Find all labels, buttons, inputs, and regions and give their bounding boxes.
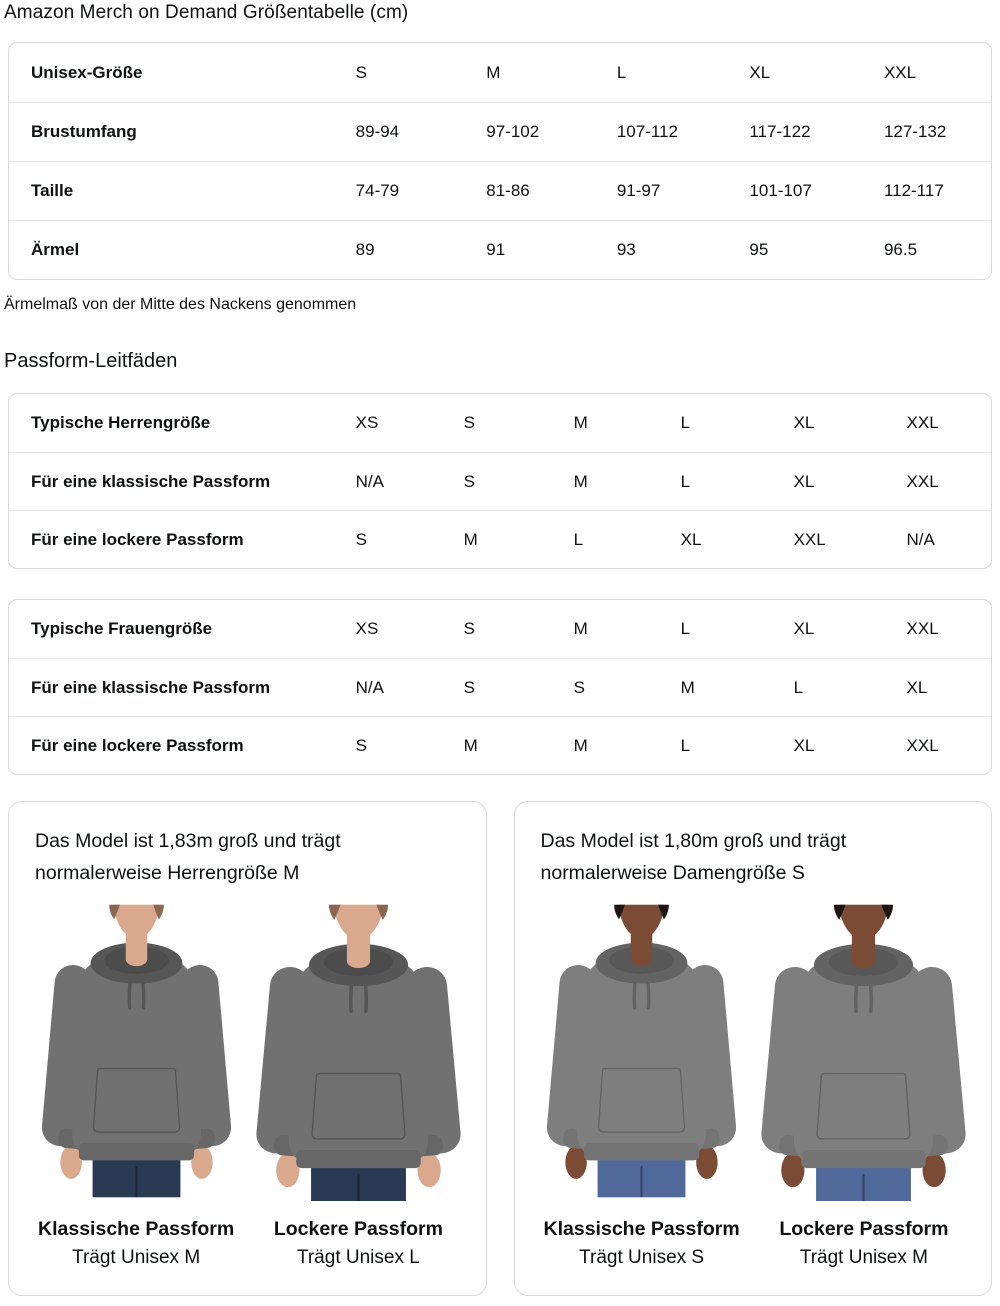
row-label: Für eine lockere Passform: [9, 716, 356, 774]
row-label: Ärmel: [9, 220, 356, 279]
size-cell: XL: [794, 716, 907, 774]
table-row: [9, 102, 991, 161]
size-cell: L: [794, 658, 907, 716]
size-cell: 91-97: [617, 161, 750, 220]
size-cell: 89: [356, 220, 487, 279]
table-row: [9, 658, 991, 716]
row-label: Für eine lockere Passform: [9, 510, 356, 568]
size-cell: N/A: [356, 452, 464, 510]
fit-label: Klassische Passform: [38, 1218, 235, 1241]
hoodie-model-illustration: [34, 901, 239, 1201]
table-row: [9, 716, 991, 774]
size-cell: S: [574, 658, 681, 716]
row-label: Brustumfang: [9, 102, 356, 161]
fit-label: Klassische Passform: [543, 1218, 740, 1241]
size-cell: 96.5: [884, 220, 991, 279]
table-row: [9, 452, 991, 510]
size-cell: M: [574, 452, 681, 510]
model-cards: [8, 801, 992, 1296]
size-cell: 101-107: [749, 161, 884, 220]
worn-size-label: Trägt Unisex L: [296, 1247, 420, 1269]
female-model-card: [514, 801, 993, 1296]
size-cell: S: [464, 452, 574, 510]
row-label: Typische Herrengröße: [31, 413, 211, 432]
size-cell: 74-79: [356, 161, 487, 220]
size-cell: M: [573, 619, 588, 638]
page-title: Amazon Merch on Demand Größentabelle (cm): [4, 2, 409, 23]
figure-classic-fit: [535, 901, 749, 1273]
fit-label: Lockere Passform: [273, 1218, 443, 1241]
size-cell: XXL: [907, 452, 991, 510]
size-cell: XS: [355, 413, 379, 432]
row-label: Typische Frauengröße: [31, 619, 213, 638]
table-row: [9, 394, 991, 452]
size-cell: XXL: [794, 510, 907, 568]
worn-size-label: Trägt Unisex M: [72, 1247, 201, 1269]
size-cell: 91: [486, 220, 617, 279]
size-cell: 107-112: [617, 102, 750, 161]
fit-guides-heading: Passform-Leitfäden: [4, 350, 178, 372]
size-cell: M: [681, 658, 794, 716]
size-cell: XXL: [906, 413, 939, 432]
size-cell: S: [356, 716, 464, 774]
size-cell: 81-86: [486, 161, 617, 220]
male-model-card: [8, 801, 487, 1296]
size-cell: M: [573, 413, 588, 432]
size-cell: N/A: [907, 510, 991, 568]
table-row: [9, 220, 991, 279]
size-cell: M: [486, 62, 501, 82]
size-cell: L: [616, 62, 627, 82]
size-cell: L: [574, 510, 681, 568]
men-fit-table: [8, 393, 992, 569]
size-cell: 97-102: [486, 102, 617, 161]
fit-label: Lockere Passform: [779, 1218, 949, 1241]
figure-loose-fit: [251, 901, 465, 1273]
table-row: [9, 600, 991, 658]
size-cell: XL: [793, 413, 815, 432]
hoodie-model-illustration: [761, 901, 966, 1201]
size-cell: S: [463, 619, 476, 638]
size-cell: XXL: [907, 716, 991, 774]
hoodie-model-illustration: [539, 901, 744, 1201]
size-cell: S: [356, 510, 464, 568]
size-cell: L: [680, 413, 691, 432]
table-row: [9, 510, 991, 568]
table-row: [9, 43, 991, 102]
model-description: Das Model ist 1,83m groß und trägt normalerweise Herrengröße M: [35, 830, 341, 884]
worn-size-label: Trägt Unisex M: [799, 1247, 928, 1269]
female-model-photo-loose: [761, 901, 966, 1201]
female-model-photo-classic: [539, 901, 744, 1201]
size-cell: XXL: [883, 62, 917, 82]
size-cell: M: [464, 716, 574, 774]
size-cell: N/A: [356, 658, 464, 716]
size-cell: S: [355, 62, 367, 82]
size-cell: 112-117: [884, 161, 991, 220]
figure-row: [29, 901, 466, 1273]
size-cell: XL: [681, 510, 794, 568]
row-label: Unisex-Größe: [31, 62, 143, 82]
figure-loose-fit: [757, 901, 971, 1273]
size-cell: L: [680, 619, 691, 638]
unisex-size-table: [8, 42, 992, 280]
size-cell: XL: [794, 452, 907, 510]
row-label: Taille: [9, 161, 356, 220]
size-cell: XL: [749, 62, 771, 82]
worn-size-label: Trägt Unisex S: [579, 1247, 705, 1269]
male-model-photo-loose: [256, 901, 461, 1201]
size-cell: XL: [793, 619, 815, 638]
row-label: Für eine klassische Passform: [9, 658, 356, 716]
table-row: [9, 161, 991, 220]
size-cell: 127-132: [884, 102, 991, 161]
size-cell: L: [681, 452, 794, 510]
size-cell: 95: [749, 220, 884, 279]
male-model-photo-classic: [34, 901, 239, 1201]
figure-classic-fit: [29, 901, 243, 1273]
size-cell: M: [464, 510, 574, 568]
row-label: Für eine klassische Passform: [9, 452, 356, 510]
size-cell: 89-94: [356, 102, 487, 161]
women-fit-table: [8, 599, 992, 775]
hoodie-model-illustration: [256, 901, 461, 1201]
size-cell: L: [681, 716, 794, 774]
size-cell: S: [464, 658, 574, 716]
sleeve-measure-note: Ärmelmaß von der Mitte des Nackens genommen: [4, 296, 357, 313]
size-cell: XS: [355, 619, 379, 638]
size-cell: M: [574, 716, 681, 774]
size-cell: 117-122: [749, 102, 884, 161]
size-cell: 93: [617, 220, 750, 279]
size-cell: XXL: [906, 619, 939, 638]
size-cell: XL: [907, 658, 991, 716]
size-cell: S: [463, 413, 476, 432]
model-description: Das Model ist 1,80m groß und trägt normalerweise Damengröße S: [540, 830, 847, 884]
figure-row: [535, 901, 972, 1273]
